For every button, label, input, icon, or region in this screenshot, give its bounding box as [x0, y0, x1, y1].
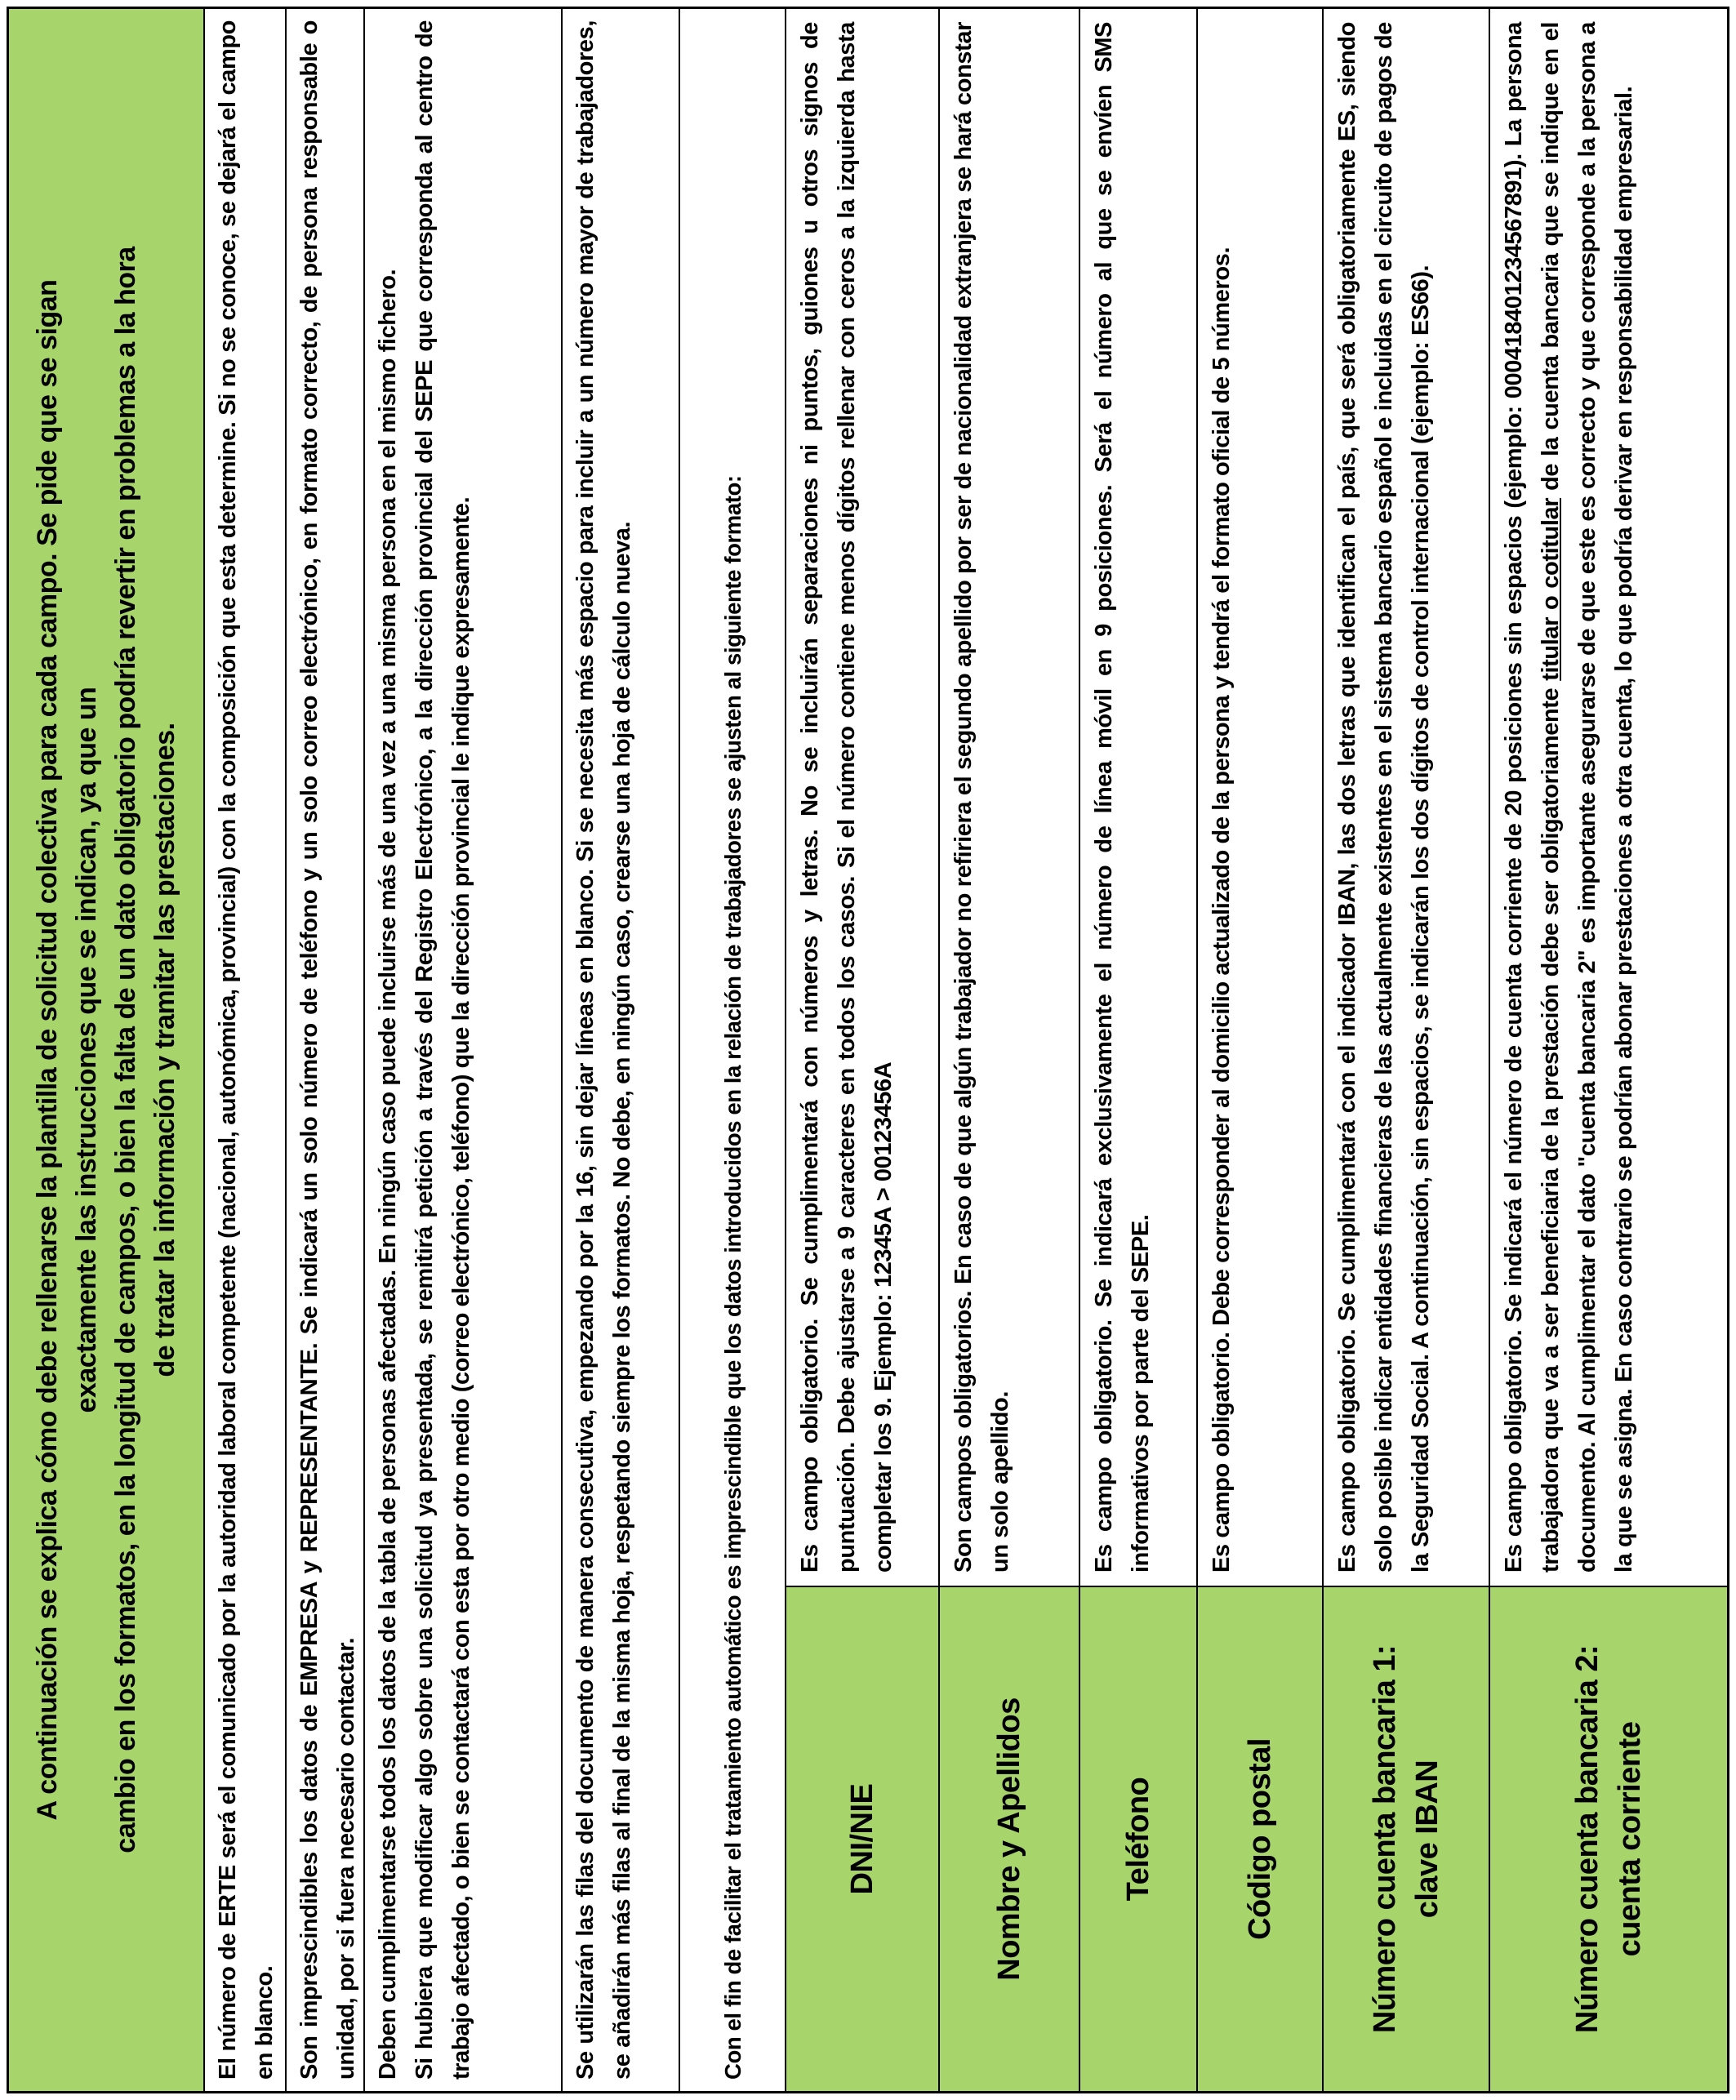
- desc-cuenta-bancaria-2: [1496, 22, 1643, 1573]
- label-cuenta-bancaria-2-line2: cuenta corriente: [1613, 1721, 1647, 1957]
- label-cell-dni-nie: [786, 1586, 938, 2091]
- header-line-2: exactamente las instrucciones que se indican, ya que un: [71, 687, 102, 1413]
- label-cuenta-bancaria-1-line2: clave IBAN: [1410, 1760, 1444, 1919]
- paragraph-tabla-personas: Deben cumplimentarse todos los datos de la tabla de personas afectadas. En ningún caso puede incluirse más de una vez a una misma persona en el mismo fichero.: [375, 269, 401, 2080]
- header-line-4: de tratar la información y tramitar las prestaciones.: [149, 723, 180, 1377]
- table-row-cuenta-bancaria-1: [1324, 9, 1490, 2091]
- row-numero-erte: [205, 9, 287, 2091]
- header-line-3: cambio en los formatos, en la longitud de campos, o bien la falta de un dato obligatorio podría revertir en problemas a la hora: [110, 247, 141, 1853]
- desc-dni-nie: Es campo obligatorio. Se cumplimentará con números y letras. No se incluirán separaciones ni puntos, guiones u otros signos de puntuación. Debe ajustarse a 9 caracteres en todos los casos. Si el número contiene menos dígitos rellenar con ceros a la izquierda hasta completar los 9. Ejemplo: 12345A > 00123456A: [797, 22, 897, 1573]
- desc-cuenta-bancaria-1: Es campo obligatorio. Se cumplimentará con el indicador IBAN, las dos letras que identifican el país, que será obligatoriamente ES, siendo solo posible indicar entidades financieras de las actualmente existentes en el sistema bancario español e incluidas en el circuito de pagos de la Seguridad Social. A continuación, sin espacios, se indicarán los dos dígitos de control internacional (ejemplo: ES66).: [1334, 22, 1434, 1573]
- table-row-codigo-postal: [1198, 9, 1324, 2091]
- paragraph-modificar-solicitud: Si hubiera que modificar algo sobre una solicitud ya presentada, se remitirá petición a través del Registro Electrónico, a la dirección provincial del SEPE que corresponda al centro de trabajo afectado, o bien se contactará con esta por otro medio (correo electrónico, teléfono) que la dirección provincial le indique expresamente.: [412, 20, 474, 2080]
- label-cell-cuenta-bancaria-2: [1490, 1586, 1727, 2091]
- paragraph-empresa-representante: Son imprescindibles los datos de EMPRESA y REPRESENTANTE. Se indicará un solo número de teléfono y un solo correo electrónico, en formato correcto, de persona responsable o unidad, por si fuera necesario contactar.: [296, 20, 359, 2080]
- label-dni-nie: DNI/NIE: [845, 1783, 879, 1895]
- label-cuenta-bancaria-1-line1: Número cuenta bancaria 1:: [1368, 1644, 1402, 2034]
- label-telefono: Teléfono: [1121, 1777, 1155, 1902]
- label-cell-telefono: [1080, 1586, 1196, 2091]
- header-line-1: A continuación se explica cómo debe rellenarse la plantilla de solicitud colectiva para cada campo. Se pide que se sigan: [32, 279, 63, 1821]
- desc-nombre-apellidos: Son campos obligatorios. En caso de que algún trabajador no refiriera el segundo apellido por ser de nacionalidad extranjera se hará constar un solo apellido.: [950, 22, 1013, 1573]
- paragraph-formato-intro: Con el fin de facilitar el tratamiento automático es imprescindible que los datos introducidos en la relación de trabajadores se ajusten al siguiente formato:: [719, 475, 746, 2080]
- table-row-cuenta-bancaria-2: [1490, 9, 1727, 2091]
- desc-cuenta2-part1: Es campo obligatorio. Se indicará el número de cuenta corriente de 20 posiciones sin espacios (ejemplo: 000418401234567891). La persona trabajadora que va a ser beneficiaria de la prestación debe ser obligatoriamente: [1501, 22, 1564, 1573]
- desc-cell-nombre-apellidos: [940, 9, 1079, 1586]
- row-tabla-personas-afectadas: [365, 9, 563, 2091]
- label-cuenta-bancaria-2-line1: Número cuenta bancaria 2:: [1570, 1644, 1605, 2034]
- desc-cuenta2-underlined: titular o cotitular: [1538, 497, 1564, 681]
- table-row-nombre-apellidos: [940, 9, 1080, 2091]
- desc-cell-cuenta-bancaria-1: [1324, 9, 1489, 1586]
- label-cell-codigo-postal: [1198, 1586, 1322, 2091]
- label-codigo-postal: Código postal: [1243, 1738, 1277, 1940]
- desc-telefono: Es campo obligatorio. Se indicará exclusivamente el número de línea móvil en 9 posiciones. Será el número al que se envíen SMS informativos por parte del SEPE.: [1091, 22, 1154, 1573]
- desc-cell-codigo-postal: [1198, 9, 1322, 1586]
- row-formato-intro: [680, 9, 786, 2091]
- desc-codigo-postal: Es campo obligatorio. Debe corresponder al domicilio actualizado de la persona y tendrá el formato oficial de 5 números.: [1209, 247, 1235, 1573]
- table-row-telefono: [1080, 9, 1198, 2091]
- paragraph-numero-erte: El número de ERTE será el comunicado por la autoridad laboral competente (nacional, autonómica, provincial) con la composición que esta determine. Si no se conoce, se dejará el campo en blanco.: [215, 20, 278, 2080]
- table-row-dni-nie: [786, 9, 940, 2091]
- row-empresa-representante: [287, 9, 365, 2091]
- instructions-document: [7, 7, 1729, 2093]
- label-cell-cuenta-bancaria-1: [1324, 1586, 1489, 2091]
- label-nombre-apellidos: Nombre y Apellidos: [992, 1697, 1026, 1981]
- desc-cell-telefono: [1080, 9, 1196, 1586]
- desc-cell-dni-nie: [786, 9, 938, 1586]
- label-cell-nombre-apellidos: [940, 1586, 1079, 2091]
- document-header: [9, 9, 205, 2091]
- desc-cuenta2-part2: de la cuenta bancaria que se indique en el documento. Al cumplimentar el dato "cuenta bancaria 2" es importante asegurarse de que este es correcto y que corresponde a la persona a la que se asigna. En caso contrario se podrían abonar prestaciones a otra cuenta, lo que podría derivar en responsabilidad empresarial.: [1538, 22, 1637, 1573]
- desc-cell-cuenta-bancaria-2: [1490, 9, 1727, 1586]
- row-filas-documento: [563, 9, 680, 2091]
- paragraph-filas-documento: Se utilizarán las filas del documento de manera consecutiva, empezando por la 16, sin dejar líneas en blanco. Si se necesita más espacio para incluir a un número mayor de trabajadores, se añadirán más filas al final de la misma hoja, respetando siempre los formatos. No debe, en ningún caso, crearse una hoja de cálculo nueva.: [572, 20, 635, 2080]
